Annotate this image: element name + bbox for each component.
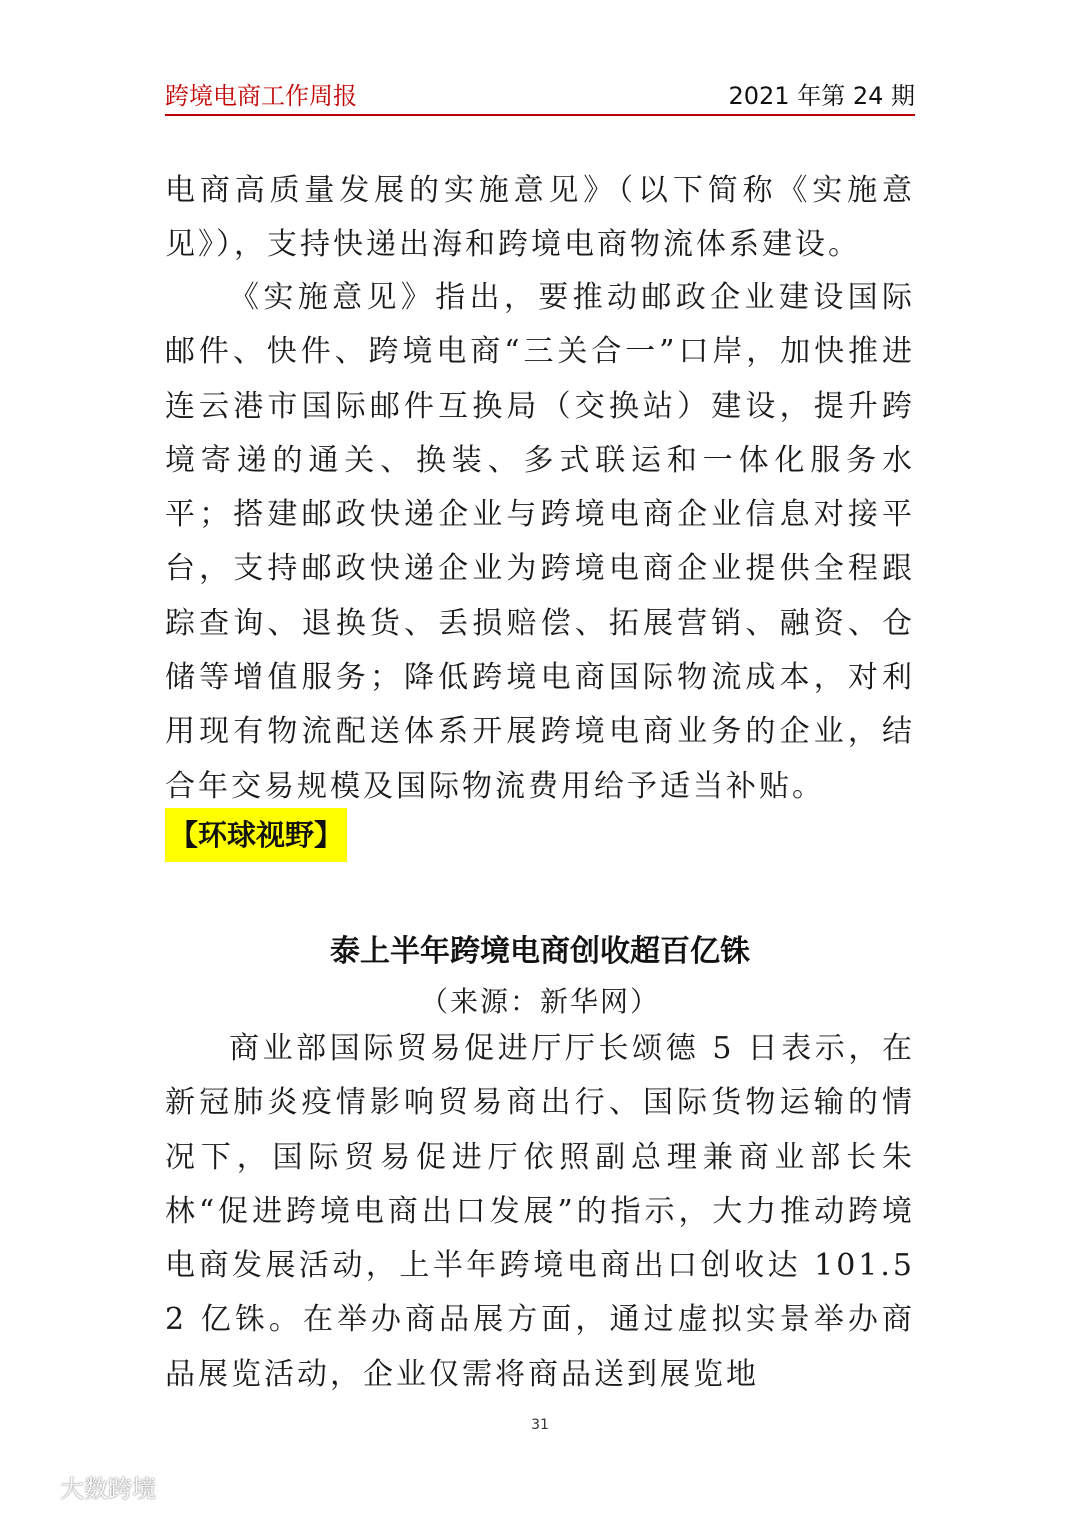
publication-title: 跨境电商工作周报 xyxy=(165,82,357,110)
paragraph-2: 《实施意见》指出，要推动邮政企业建设国际邮件、快件、跨境电商“三关合一”口岸，加快推进连云港市国际邮件互换局（交换站）建设，提升跨境寄递的通关、换装、多式联运和一体化服务水平；搭建邮政快递企业与跨境电商企业信息对接平台，支持邮政快递企业为跨境电商企业提供全程跟踪查询、退换货、丢损赔偿、拓展营销、融资、仓储等增值服务；降低跨境电商国际物流成本，对利用现有物流配送体系开展跨境电商业务的企业，结合年交易规模及国际物流费用给予适当补贴。 xyxy=(165,280,915,804)
article-body: 商业部国际贸易促进厅厅长颂德 5 日表示，在新冠肺炎疫情影响贸易商出行、国际货物运输的情况下，国际贸易促进厅依照副总理兼商业部长朱林“促进跨境电商出口发展”的指示，大力推动跨境电商发展活动，上半年跨境电商出口创收达 101.52 亿铢。在举办商品展方面，通过虚拟实景举办商品展览活动，企业仅需将商品送到展览地 xyxy=(165,1031,915,1392)
page-number: 31 xyxy=(531,1417,549,1433)
issue-number: 2021 年第 24 期 xyxy=(728,82,915,110)
watermark xyxy=(6,1466,156,1506)
watermark-text: 大数跨境 xyxy=(60,1474,156,1503)
article-title: 泰上半年跨境电商创收超百亿铢 xyxy=(330,934,750,969)
article-source: （来源：新华网） xyxy=(419,985,660,1018)
weibo-icon xyxy=(6,1471,54,1501)
report-header xyxy=(165,76,915,116)
section-tag: 【环球视野】 xyxy=(165,808,347,862)
paragraph-1: 电商高质量发展的实施意见》（以下简称《实施意见》），支持快递出海和跨境电商物流体系建设。 xyxy=(165,173,915,263)
